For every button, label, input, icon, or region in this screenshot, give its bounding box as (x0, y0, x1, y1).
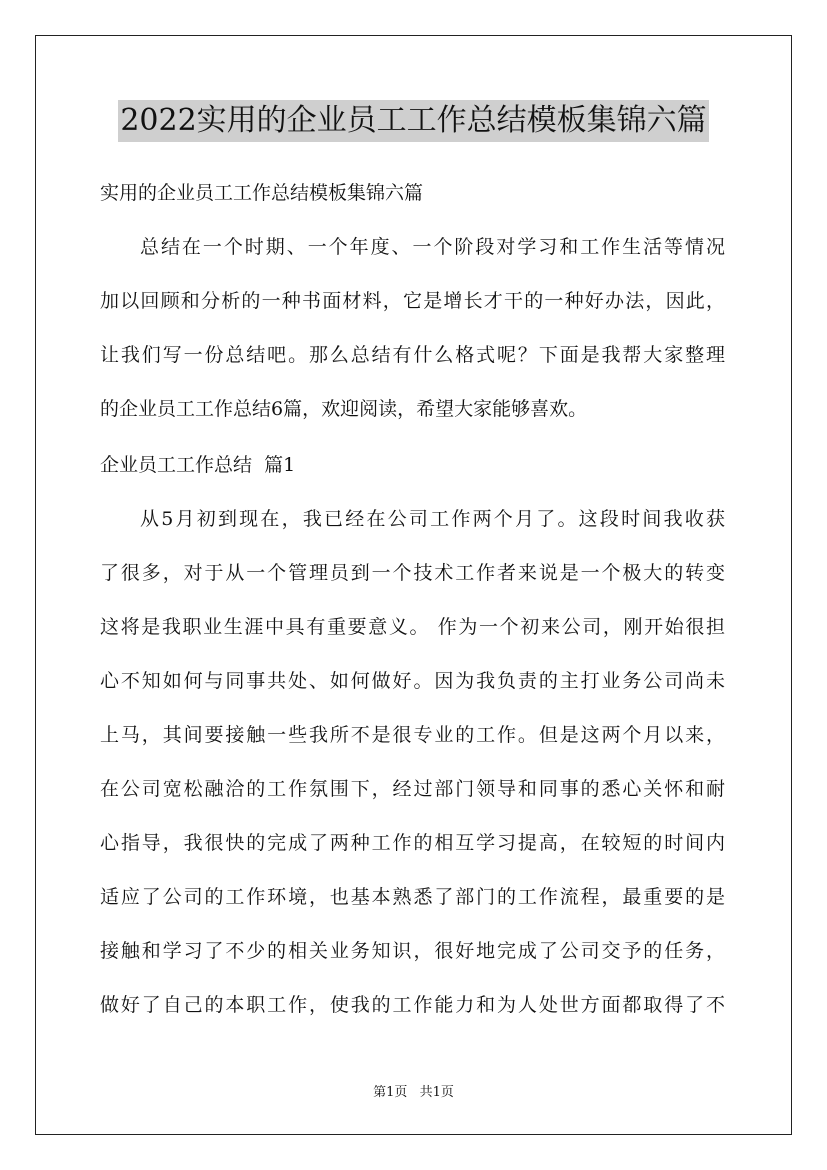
body-line: 了很多，对于从一个管理员到一个技术工作者来说是一个极大的转变 (100, 562, 725, 584)
intro-line: 的企业员工工作总结6篇，欢迎阅读，希望大家能够喜欢。 (100, 398, 588, 420)
section-heading: 企业员工工作总结 篇1 (100, 454, 296, 476)
document-title: 2022实用的企业员工工作总结模板集锦六篇 (118, 100, 708, 142)
body-line: 这将是我职业生涯中具有重要意义。 作为一个初来公司，刚开始很担 (100, 616, 725, 638)
document-subtitle: 实用的企业员工工作总结模板集锦六篇 (100, 182, 424, 204)
body-line: 在公司宽松融洽的工作氛围下，经过部门领导和同事的悉心关怀和耐 (100, 778, 725, 800)
intro-line: 加以回顾和分析的一种书面材料，它是增长才干的一种好办法，因此， (100, 290, 725, 312)
intro-line: 总结在一个时期、一个年度、一个阶段对学习和工作生活等情况 (140, 236, 725, 258)
page-total: 共1页 (419, 1085, 454, 1100)
page-number: 第1页 (373, 1085, 408, 1100)
body-line: 从5月初到现在，我已经在公司工作两个月了。这段时间我收获 (140, 508, 725, 530)
body-line: 适应了公司的工作环境，也基本熟悉了部门的工作流程，最重要的是 (100, 886, 725, 908)
intro-line: 让我们写一份总结吧。那么总结有什么格式呢？下面是我帮大家整理 (100, 344, 725, 366)
body-line: 做好了自己的本职工作，使我的工作能力和为人处世方面都取得了不 (100, 994, 725, 1016)
body-line: 接触和学习了不少的相关业务知识，很好地完成了公司交予的任务， (100, 940, 725, 962)
body-line: 心指导，我很快的完成了两种工作的相互学习提高，在较短的时间内 (100, 832, 725, 854)
body-line: 心不知如何与同事共处、如何做好。因为我负责的主打业务公司尚未 (100, 670, 725, 692)
title-container (0, 100, 827, 142)
page-footer (0, 1084, 827, 1102)
body-line: 上马，其间要接触一些我所不是很专业的工作。但是这两个月以来， (100, 724, 725, 746)
